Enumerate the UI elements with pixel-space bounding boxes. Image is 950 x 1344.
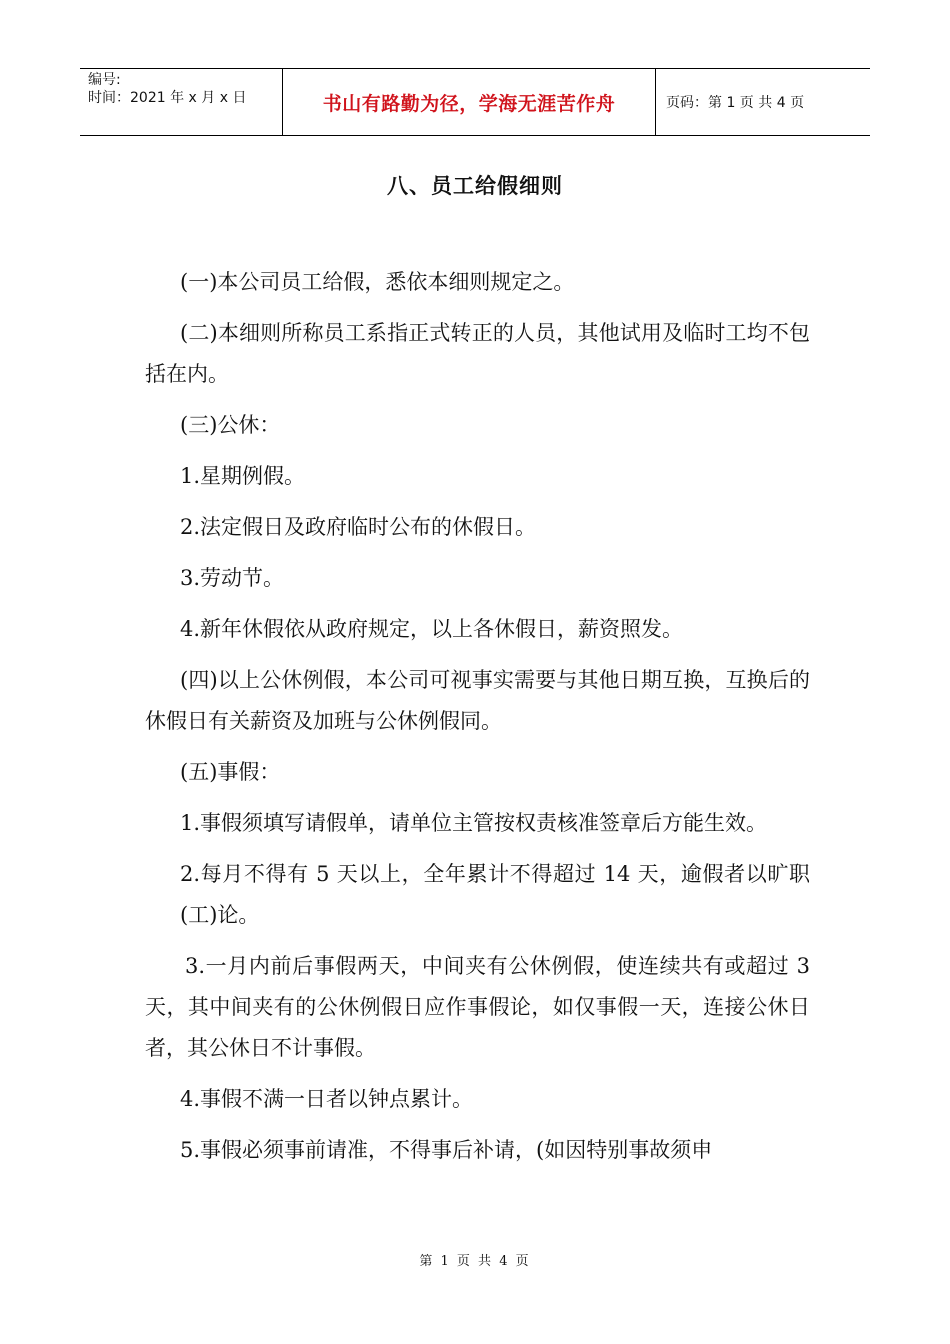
paragraph: (五)事假：: [180, 760, 281, 784]
document-body: [145, 262, 810, 1181]
page-header: [80, 68, 870, 136]
paragraph: 5.事假必须事前请准，不得事后补请，(如因特别事故须申: [180, 1138, 713, 1162]
paragraph: 1.星期例假。: [180, 464, 306, 488]
paragraph: 4.事假不满一日者以钟点累计。: [180, 1087, 474, 1111]
paragraph: (二)本细则所称员工系指正式转正的人员，其他试用及临时工均不包括在内。: [145, 321, 810, 386]
paragraph: 2.每月不得有 5 天以上，全年累计不得超过 14 天，逾假者以旷职(工)论。: [180, 862, 810, 927]
header-meta-cell: [80, 69, 283, 135]
date-label: 时间：2021 年 x 月 x 日: [88, 90, 247, 106]
paragraph: 3.劳动节。: [180, 566, 285, 590]
paragraph: 1.事假须填写请假单，请单位主管按权责核准签章后方能生效。: [180, 811, 768, 835]
paragraph: (三)公休：: [180, 413, 281, 437]
header-motto: 书山有路勤为径，学海无涯苦作舟: [322, 92, 616, 115]
paragraph: (四)以上公休例假，本公司可视事实需要与其他日期互换，互换后的休假日有关薪资及加班与公休例假同。: [145, 668, 810, 733]
header-page-info: 页码：第 1 页 共 4 页: [666, 95, 805, 111]
number-label: 编号:: [88, 72, 121, 88]
page-footer: 第 1 页 共 4 页: [419, 1254, 531, 1269]
header-page-cell: [656, 69, 870, 135]
document-title: 八、员工给假细则: [387, 174, 563, 198]
paragraph: (一)本公司员工给假，悉依本细则规定之。: [180, 270, 575, 294]
header-motto-cell: [283, 69, 656, 135]
paragraph: 4.新年休假依从政府规定，以上各休假日，薪资照发。: [180, 617, 684, 641]
paragraph: 3.一月内前后事假两天，中间夹有公休例假，使连续共有或超过 3 天，其中间夹有的公休例假日应作事假论，如仅事假一天，连接公休日者，其公休日不计事假。: [145, 954, 810, 1060]
paragraph: 2.法定假日及政府临时公布的休假日。: [180, 515, 537, 539]
